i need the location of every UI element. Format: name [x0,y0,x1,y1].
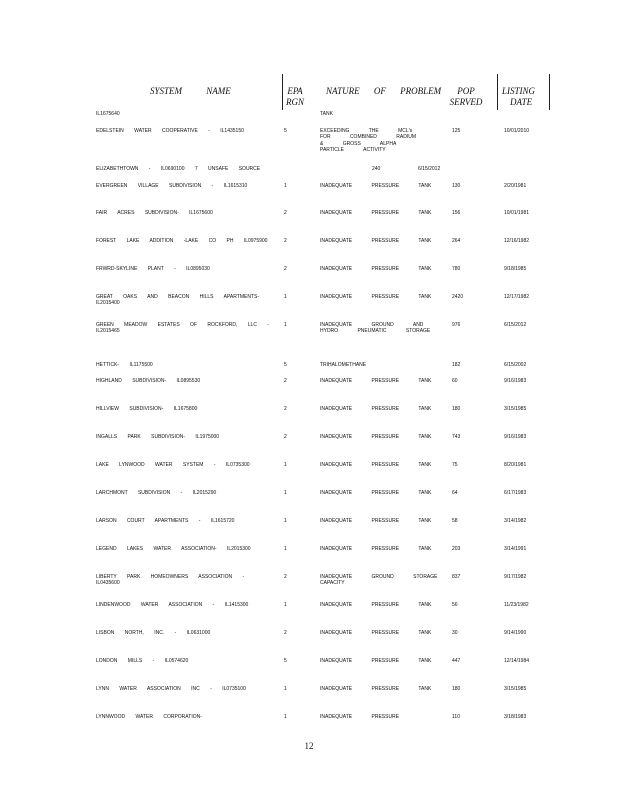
cell-system: INGALLS PARK SUBDIVISION- IL1975000 [96,434,220,440]
cell-system: LARCHMONT SUBDIVISION - IL2015290 [96,490,217,496]
cell-nature: INADEQUATE PRESSURE TANK [320,686,432,692]
cell-system: IL1675640 [96,111,120,117]
cell-rgn: 1 [284,602,287,608]
cell-rgn: 5 [284,362,287,368]
cell-system: LAKE LYNWOOD WATER SYSTEM - IL0735300 [96,462,250,468]
cell-nature: TRIHALOMETHANE [320,362,367,368]
cell-pop: 6/15/2012 [418,166,441,172]
cell-date: 9/17/1982 [504,574,527,580]
cell-rgn: 5 [284,128,287,134]
cell-system: LISBON NORTH, INC. - IL0631000 [96,630,211,636]
cell-date: 8/20/1981 [504,462,527,468]
cell-date: 10/01/2010 [504,128,530,134]
cell-pop: 976 [452,322,461,328]
header-divider-rgn [282,74,283,110]
cell-date: 6/15/2002 [504,362,527,368]
header-divider-right [549,74,550,110]
cell-pop: 780 [452,266,461,272]
cell-date: 3/15/1985 [504,686,527,692]
cell-system: LYNN WATER ASSOCIATION INC - IL0735100 [96,686,246,692]
cell-date: 9/16/1983 [504,378,527,384]
cell-pop: 56 [452,602,458,608]
header-epa-rgn-line2: RGN [286,97,304,107]
cell-system: HIGHLAND SUBDIVISION- IL0895530 [96,378,201,384]
cell-nature: INADEQUATE PRESSURE TANK [320,630,432,636]
cell-nature: INADEQUATE PRESSURE TANK [320,602,432,608]
cell-nature: TANK [320,111,333,117]
cell-system: EDELSTEIN WATER COOPERATIVE - IL1435150 [96,128,244,134]
header-divider-pop [497,74,498,110]
cell-pop: 75 [452,462,458,468]
cell-system: ELIZABETHTOWN - IL0690100 7 UNSAFE SOURCE [96,166,261,172]
cell-date: 3/14/1991 [504,546,527,552]
cell-nature: INADEQUATE PRESSURE TANK [320,546,432,552]
cell-nature: EXCEEDING THE MCL's FOR COMBINED RADIUM & GROSS ALPHA PARTICLE ACTIVITY [320,128,416,154]
cell-pop: 58 [452,518,458,524]
cell-nature: INADEQUATE GROUND STORAGE CAPACITY [320,574,438,587]
cell-nature: INADEQUATE PRESSURE TANK [320,378,432,384]
cell-pop: 60 [452,378,458,384]
cell-rgn: 1 [284,294,287,300]
cell-date: 3/14/1982 [504,518,527,524]
cell-system: FRWRD-SKYLINE PLANT - IL0895030 [96,266,210,272]
cell-pop: 110 [452,714,460,720]
cell-rgn: 1 [284,546,287,552]
cell-pop: 156 [452,210,461,216]
cell-system: LARSON COURT APARTMENTS - IL1615720 [96,518,235,524]
cell-rgn: 1 [284,462,287,468]
cell-system: FOREST LAKE ADDITION -LAKE CO PH IL0975900 [96,238,268,244]
header-nature-of-problem: NATURE OF PROBLEM [326,86,442,96]
cell-system: FAIR ACRES SUBDIVISION- IL1675600 [96,210,213,216]
header-pop-served-line2: SERVED [449,97,483,107]
header-system-name: SYSTEM NAME [150,86,231,96]
cell-system: HILLVIEW SUBDIVISION- IL1675800 [96,406,198,412]
cell-system: LINDENWOOD WATER ASSOCIATION - IL1415300 [96,602,249,608]
header-listing-date-line1: LISTING [502,86,536,96]
cell-rgn: 1 [284,490,287,496]
cell-pop: 64 [452,490,458,496]
cell-rgn: 1 [284,518,287,524]
cell-nature: INADEQUATE PRESSURE TANK [320,183,432,189]
cell-nature: INADEQUATE PRESSURE TANK [320,210,432,216]
cell-nature: INADEQUATE PRESSURE TANK [320,434,432,440]
cell-pop: 182 [452,362,461,368]
cell-nature: INADEQUATE PRESSURE TANK [320,658,432,664]
cell-date: 9/18/1985 [504,266,527,272]
cell-pop: 30 [452,630,458,636]
cell-date: 2/20/1981 [504,183,527,189]
cell-date: 12/16/1982 [504,238,530,244]
cell-rgn: 2 [284,630,287,636]
cell-date: 12/14/1984 [504,658,530,664]
cell-nature: INADEQUATE GROUND AND HYDRO PNEUMATIC STORAGE [320,322,431,335]
cell-rgn: 2 [284,266,287,272]
cell-rgn: 5 [284,658,287,664]
cell-pop: 264 [452,238,461,244]
header-listing-date-line2: DATE [510,97,533,107]
cell-nature: INADEQUATE PRESSURE TANK [320,238,432,244]
cell-nature: 240 [372,166,381,172]
cell-system: LEGEND LAKES WATER ASSOCIATION- IL2015300 [96,546,251,552]
cell-pop: 130 [452,183,461,189]
cell-date: 6/15/2012 [504,322,527,328]
cell-nature: INADEQUATE PRESSURE TANK [320,490,432,496]
cell-system: LIBERTY PARK HOMEOWNERS ASSOCIATION - IL0435600 [96,574,245,587]
cell-date: 11/23/1982 [504,602,529,608]
cell-rgn: 2 [284,238,287,244]
cell-date: 6/17/1983 [504,490,527,496]
cell-date: 10/01/1981 [504,210,530,216]
cell-system: LYNNWOOD WATER CORPORATION- [96,714,202,720]
cell-system: EVERGREEN VILLAGE SUBDIVISION - IL1615310 [96,183,248,189]
cell-nature: INADEQUATE PRESSURE TANK [320,266,432,272]
cell-pop: 837 [452,574,461,580]
cell-rgn: 1 [284,322,287,328]
cell-rgn: 2 [284,210,287,216]
cell-rgn: 2 [284,406,287,412]
cell-rgn: 1 [284,686,287,692]
cell-rgn: 1 [284,714,287,720]
cell-nature: INADEQUATE PRESSURE TANK [320,406,432,412]
cell-pop: 180 [452,686,461,692]
cell-nature: INADEQUATE PRESSURE TANK [320,294,432,300]
cell-date: 3/15/1985 [504,406,527,412]
cell-date: 12/17/1982 [504,294,530,300]
cell-date: 3/18/1983 [504,714,527,720]
cell-rgn: 1 [284,183,287,189]
cell-system: GREEN MEADOW ESTATES OF ROCKFORD, LLC - IL2015465 [96,322,269,335]
page-number: 12 [304,741,314,751]
cell-nature: INADEQUATE PRESSURE TANK [320,518,432,524]
cell-pop: 2420 [452,294,464,300]
cell-system: HETTICK- IL1175500 [96,362,153,368]
cell-nature: INADEQUATE PRESSURE [320,714,400,720]
cell-system: GREAT OAKS AND BEACON HILLS APARTMENTS- IL2015400 [96,294,259,307]
cell-pop: 125 [452,128,461,134]
header-epa-rgn-line1: EPA [287,86,303,96]
cell-rgn: 2 [284,574,287,580]
cell-system: LONDON MILLS - IL0574620 [96,658,189,664]
cell-pop: 180 [452,406,461,412]
cell-rgn: 2 [284,378,287,384]
cell-pop: 447 [452,658,461,664]
cell-date: 9/14/1990 [504,630,527,636]
cell-pop: 743 [452,434,461,440]
cell-pop: 203 [452,546,461,552]
cell-date: 9/16/1983 [504,434,527,440]
cell-rgn: 2 [284,434,287,440]
header-pop-served-line1: POP [457,86,475,96]
cell-nature: INADEQUATE PRESSURE TANK [320,462,432,468]
